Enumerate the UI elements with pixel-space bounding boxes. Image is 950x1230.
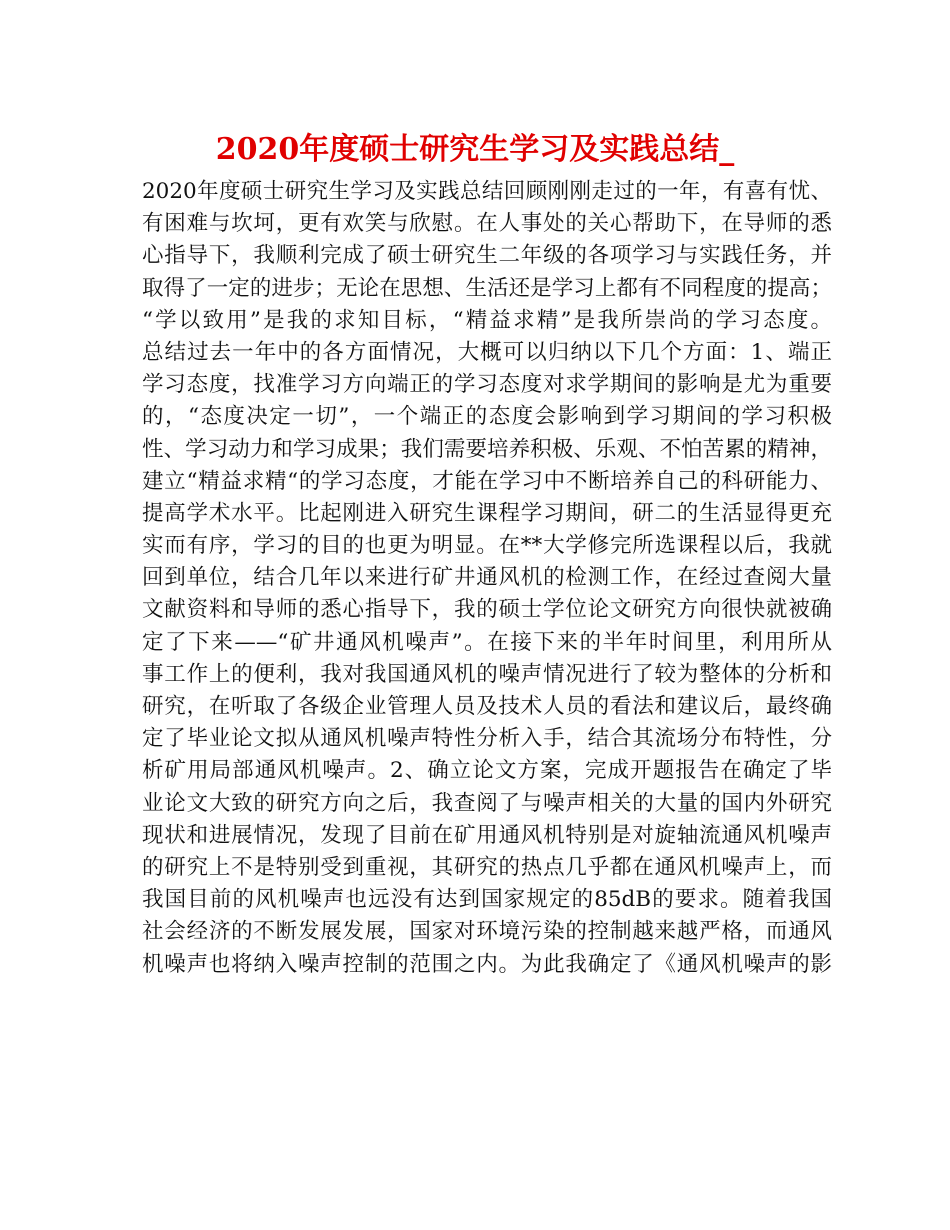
body-line: 事工作上的便利，我对我国通风机的噪声情况进行了较为整体的分析和 [142,661,832,687]
body-line: 定了下来——“矿井通风机噪声”。在接下来的半年时间里，利用所从 [142,629,832,655]
body-line: 提高学术水平。比起刚进入研究生课程学习期间，研二的生活显得更充 [142,500,832,526]
body-line: 的研究上不是特别受到重视，其研究的热点几乎都在通风机噪声上，而 [142,854,832,880]
body-line: 学习态度，找准学习方向端正的学习态度对求学期间的影响是尤为重要 [142,372,832,398]
body-line: “学以致用”是我的求知目标，“精益求精”是我所崇尚的学习态度。 [142,307,832,333]
body-line: 实而有序，学习的目的也更为明显。在**大学修完所选课程以后，我就 [142,533,832,559]
body-line: 定了毕业论文拟从通风机噪声特性分析入手，结合其流场分布特性，分 [142,726,832,752]
body-line: 取得了一定的进步；无论在思想、生活还是学习上都有不同程度的提高； [142,275,832,301]
body-line: 研究，在听取了各级企业管理人员及技术人员的看法和建议后，最终确 [142,694,832,719]
body-line: 总结过去一年中的各方面情况，大概可以归纳以下几个方面：1、端正 [142,339,832,365]
body-line: 业论文大致的研究方向之后，我查阅了与噪声相关的大量的国内外研究 [142,790,832,816]
body-line: 文献资料和导师的悉心指导下，我的硕士学位论文研究方向很快就被确 [142,597,832,623]
body-line: 社会经济的不断发展发展，国家对环境污染的控制越来越严格，而通风 [142,919,832,945]
body-line: 回到单位，结合几年以来进行矿井通风机的检测工作，在经过查阅大量 [142,565,832,591]
body-line: 2020年度硕士研究生学习及实践总结回顾刚刚走过的一年，有喜有忧、 [142,179,832,204]
document-title: 2020年度硕士研究生学习及实践总结_ [215,132,735,167]
body-line: 有困难与坎坷，更有欢笑与欣慰。在人事处的关心帮助下，在导师的悉 [142,211,832,237]
document-body [142,176,832,981]
body-line: 机噪声也将纳入噪声控制的范围之内。为此我确定了《通风机噪声的影 [142,951,832,977]
body-line: 现状和进展情况，发现了目前在矿用通风机特别是对旋轴流通风机噪声 [142,822,832,848]
body-line: 我国目前的风机噪声也远没有达到国家规定的85dB的要求。随着我国 [142,887,832,913]
body-line: 析矿用局部通风机噪声。2、确立论文方案，完成开题报告在确定了毕 [142,758,832,784]
body-line: 性、学习动力和学习成果；我们需要培养积极、乐观、不怕苦累的精神， [142,436,832,462]
body-line: 的，“态度决定一切”，一个端正的态度会影响到学习期间的学习积极 [142,404,832,430]
body-line: 心指导下，我顺利完成了硕士研究生二年级的各项学习与实践任务，并 [142,243,832,269]
body-line: 建立“精益求精“的学习态度，才能在学习中不断培养自己的科研能力、 [142,468,832,494]
